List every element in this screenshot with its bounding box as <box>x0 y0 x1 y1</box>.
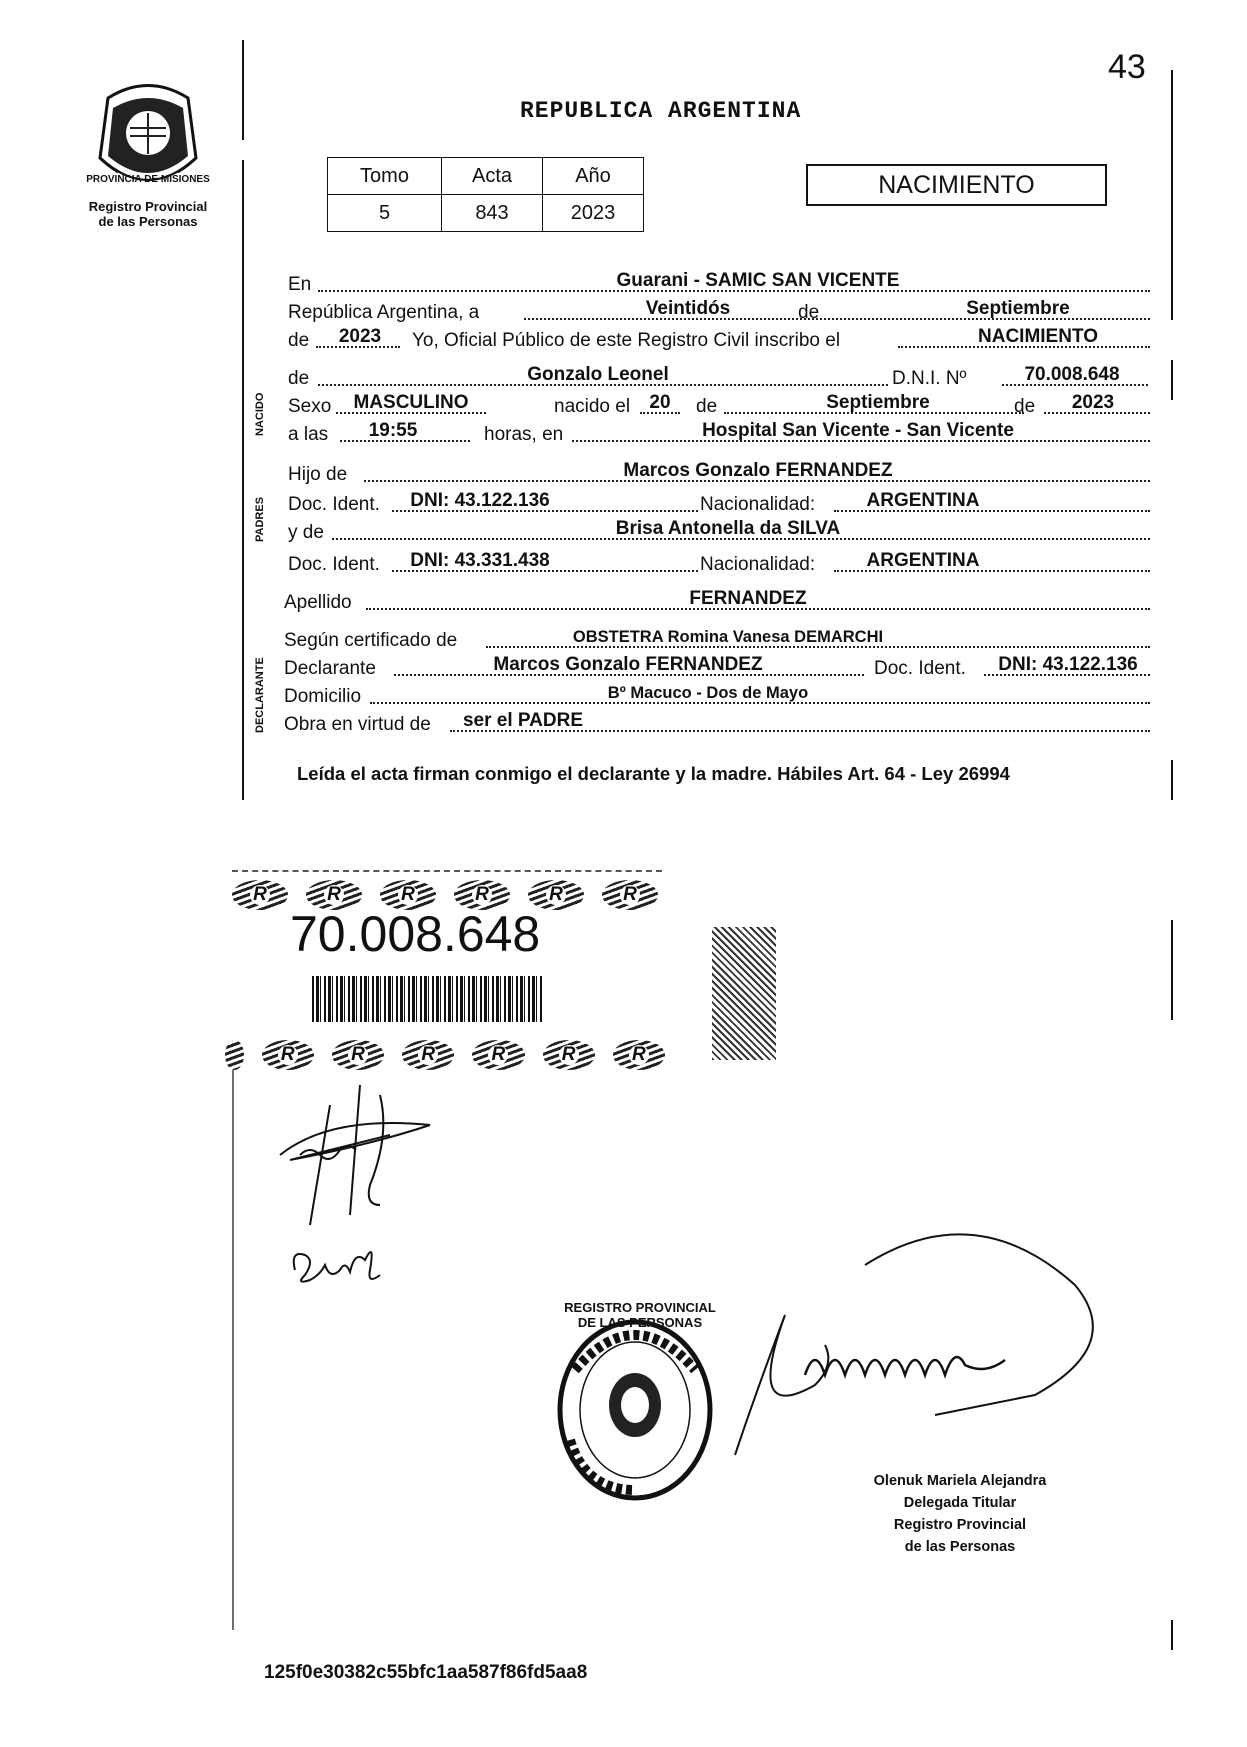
section-label-padres: PADRES <box>254 496 266 542</box>
margin-line <box>1171 1620 1173 1650</box>
form-row-madre <box>288 518 1150 546</box>
record-type-box: NACIMIENTO <box>806 164 1107 206</box>
label-hora: a las <box>288 424 329 445</box>
page-number: 43 <box>1108 48 1146 86</box>
label-horas-en: horas, en <box>484 424 564 445</box>
label-nombre-de: de <box>288 368 310 389</box>
registered-mark-icon: R <box>306 880 362 910</box>
label-anio-de: de <box>288 330 310 351</box>
label-padre-doc: Doc. Ident. <box>288 494 380 515</box>
value-madre-nacionalidad: ARGENTINA <box>866 550 980 571</box>
value-nac-dia: 20 <box>649 392 671 413</box>
hologram-security-mark <box>712 927 776 1060</box>
label-apellido: Apellido <box>284 592 352 613</box>
registered-mark-icon: R <box>454 880 510 910</box>
value-anio: 2023 <box>338 326 382 347</box>
closing-note: Leída el acta firman conmigo el declarante y la madre. Hábiles Art. 64 - Ley 26994 <box>297 763 1010 784</box>
acta-reference-table <box>327 157 644 232</box>
value-domicilio: Bº Macuco - Dos de Mayo <box>607 684 809 702</box>
stamp-dni-number: 70.008.648 <box>290 906 541 962</box>
value-dia: Veintidós <box>645 298 731 319</box>
acta-value: 843 <box>442 195 543 232</box>
registered-mark-icon: R <box>543 1040 595 1070</box>
label-hijo-de: Hijo de <box>288 464 348 485</box>
label-dni: D.N.I. Nº <box>892 368 967 389</box>
value-hora: 19:55 <box>368 420 418 441</box>
oficial-text: Yo, Oficial Público de este Registro Civil inscribo el <box>412 330 841 351</box>
signatory-org-line1: Registro Provincial <box>893 1517 1027 1533</box>
form-row-obra <box>284 710 1150 738</box>
section-label-declarante: DECLARANTE <box>254 657 266 733</box>
margin-line <box>1171 360 1173 400</box>
margin-line <box>242 40 244 140</box>
officer-signature <box>715 1225 1135 1480</box>
form-row-declarante <box>284 654 1150 682</box>
misiones-coat-of-arms-logo <box>78 78 218 203</box>
margin-line <box>1171 760 1173 800</box>
value-padre: Marcos Gonzalo FERNANDEZ <box>623 460 893 481</box>
margin-line <box>1171 920 1173 1020</box>
label-madre-nacionalidad: Nacionalidad: <box>700 554 816 575</box>
value-nac-anio: 2023 <box>1071 392 1115 413</box>
signatory-org-line2: de las Personas <box>904 1539 1016 1555</box>
barcode <box>312 976 542 1022</box>
registered-mark-icon: R <box>380 880 436 910</box>
label-padre-nacionalidad: Nacionalidad: <box>700 494 816 515</box>
value-madre: Brisa Antonella da SILVA <box>615 518 841 539</box>
form-row-fecha <box>288 298 1150 326</box>
value-madre-doc: DNI: 43.331.438 <box>410 550 550 571</box>
value-nac-mes: Septiembre <box>826 392 930 413</box>
value-declarante-doc: DNI: 43.122.136 <box>998 654 1138 675</box>
label-domicilio: Domicilio <box>284 686 362 707</box>
registered-mark-icon: R <box>262 1040 314 1070</box>
signatory-name: Olenuk Mariela Alejandra <box>873 1473 1047 1489</box>
label-declarante-doc: Doc. Ident. <box>874 658 966 679</box>
logo-caption <box>78 199 218 229</box>
value-apellido: FERNANDEZ <box>689 588 807 609</box>
registered-mark-icon: R <box>613 1040 665 1070</box>
form-row-nombre <box>288 364 1150 392</box>
registered-mark-icon: R <box>472 1040 524 1070</box>
label-nac-de2: de <box>1014 396 1036 417</box>
label-nac-de1: de <box>696 396 718 417</box>
registered-mark-icon: R <box>332 1040 384 1070</box>
signatory-role: Delegada Titular <box>903 1495 1017 1511</box>
declarant-signature <box>270 1075 450 1240</box>
form-row-en <box>288 270 1150 298</box>
mother-signature <box>285 1230 395 1305</box>
value-certificado: OBSTETRA Romina Vanesa DEMARCHI <box>572 628 884 646</box>
form-row-domicilio <box>284 682 1150 710</box>
logo-text: PROVINCIA DE MISIONES <box>86 174 210 185</box>
margin-line <box>1171 70 1173 320</box>
label-y-de: y de <box>288 522 324 543</box>
value-en: Guarani - SAMIC SAN VICENTE <box>616 270 900 291</box>
margin-line <box>232 1070 234 1630</box>
tomo-value: 5 <box>328 195 442 232</box>
security-strip-bottom <box>225 1040 665 1074</box>
form-row-padre-doc <box>288 490 1150 518</box>
label-madre-doc: Doc. Ident. <box>288 554 380 575</box>
label-nacido-el: nacido el <box>554 396 631 417</box>
registered-mark-icon: R <box>232 880 288 910</box>
seal-text: REGISTRO PROVINCIAL DE LAS PERSONAS <box>564 1300 716 1330</box>
value-obra: ser el PADRE <box>462 710 584 731</box>
value-declarante: Marcos Gonzalo FERNANDEZ <box>493 654 763 675</box>
form-row-madre-doc <box>288 550 1150 578</box>
anio-value: 2023 <box>543 195 644 232</box>
value-padre-doc: DNI: 43.122.136 <box>410 490 550 511</box>
form-row-padre <box>288 460 1150 488</box>
acta-header: Acta <box>442 158 543 195</box>
document-hash: 125f0e30382c55bfc1aa587f86fd5aa8 <box>264 1662 588 1683</box>
form-row-hora <box>288 420 1150 448</box>
label-sexo: Sexo <box>288 396 332 417</box>
value-nombre: Gonzalo Leonel <box>527 364 669 385</box>
form-row-anio <box>288 326 1150 354</box>
margin-line <box>242 160 244 800</box>
value-mes: Septiembre <box>966 298 1070 319</box>
form-row-apellido <box>284 588 1150 616</box>
document-title: REPUBLICA ARGENTINA <box>520 98 802 124</box>
label-declarante: Declarante <box>284 658 376 679</box>
official-seal <box>545 1310 725 1515</box>
section-label-nacido: NACIDO <box>254 392 266 436</box>
logo-caption-line1: Registro Provincial <box>88 199 208 214</box>
value-lugar: Hospital San Vicente - San Vicente <box>702 420 1014 441</box>
label-certificado: Según certificado de <box>284 630 458 651</box>
label-obra: Obra en virtud de <box>284 714 431 735</box>
value-sexo: MASCULINO <box>353 392 469 413</box>
value-tipo: NACIMIENTO <box>978 326 1098 347</box>
label-republica: República Argentina, a <box>288 302 480 323</box>
registered-mark-icon: R <box>528 880 584 910</box>
stamp-frame-line <box>232 870 662 872</box>
form-row-certificado <box>284 626 1150 654</box>
signatory-block <box>840 1470 1080 1558</box>
label-de: de <box>798 302 820 323</box>
label-en: En <box>288 274 312 295</box>
form-row-sexo <box>288 392 1150 420</box>
registered-mark-icon: R <box>402 1040 454 1070</box>
logo-caption-line2: de las Personas <box>98 214 198 229</box>
registered-mark-icon: R <box>602 880 658 910</box>
tomo-header: Tomo <box>328 158 442 195</box>
value-padre-nacionalidad: ARGENTINA <box>866 490 980 511</box>
value-dni: 70.008.648 <box>1024 364 1120 385</box>
anio-header: Año <box>543 158 644 195</box>
registered-mark-icon <box>225 1040 244 1070</box>
